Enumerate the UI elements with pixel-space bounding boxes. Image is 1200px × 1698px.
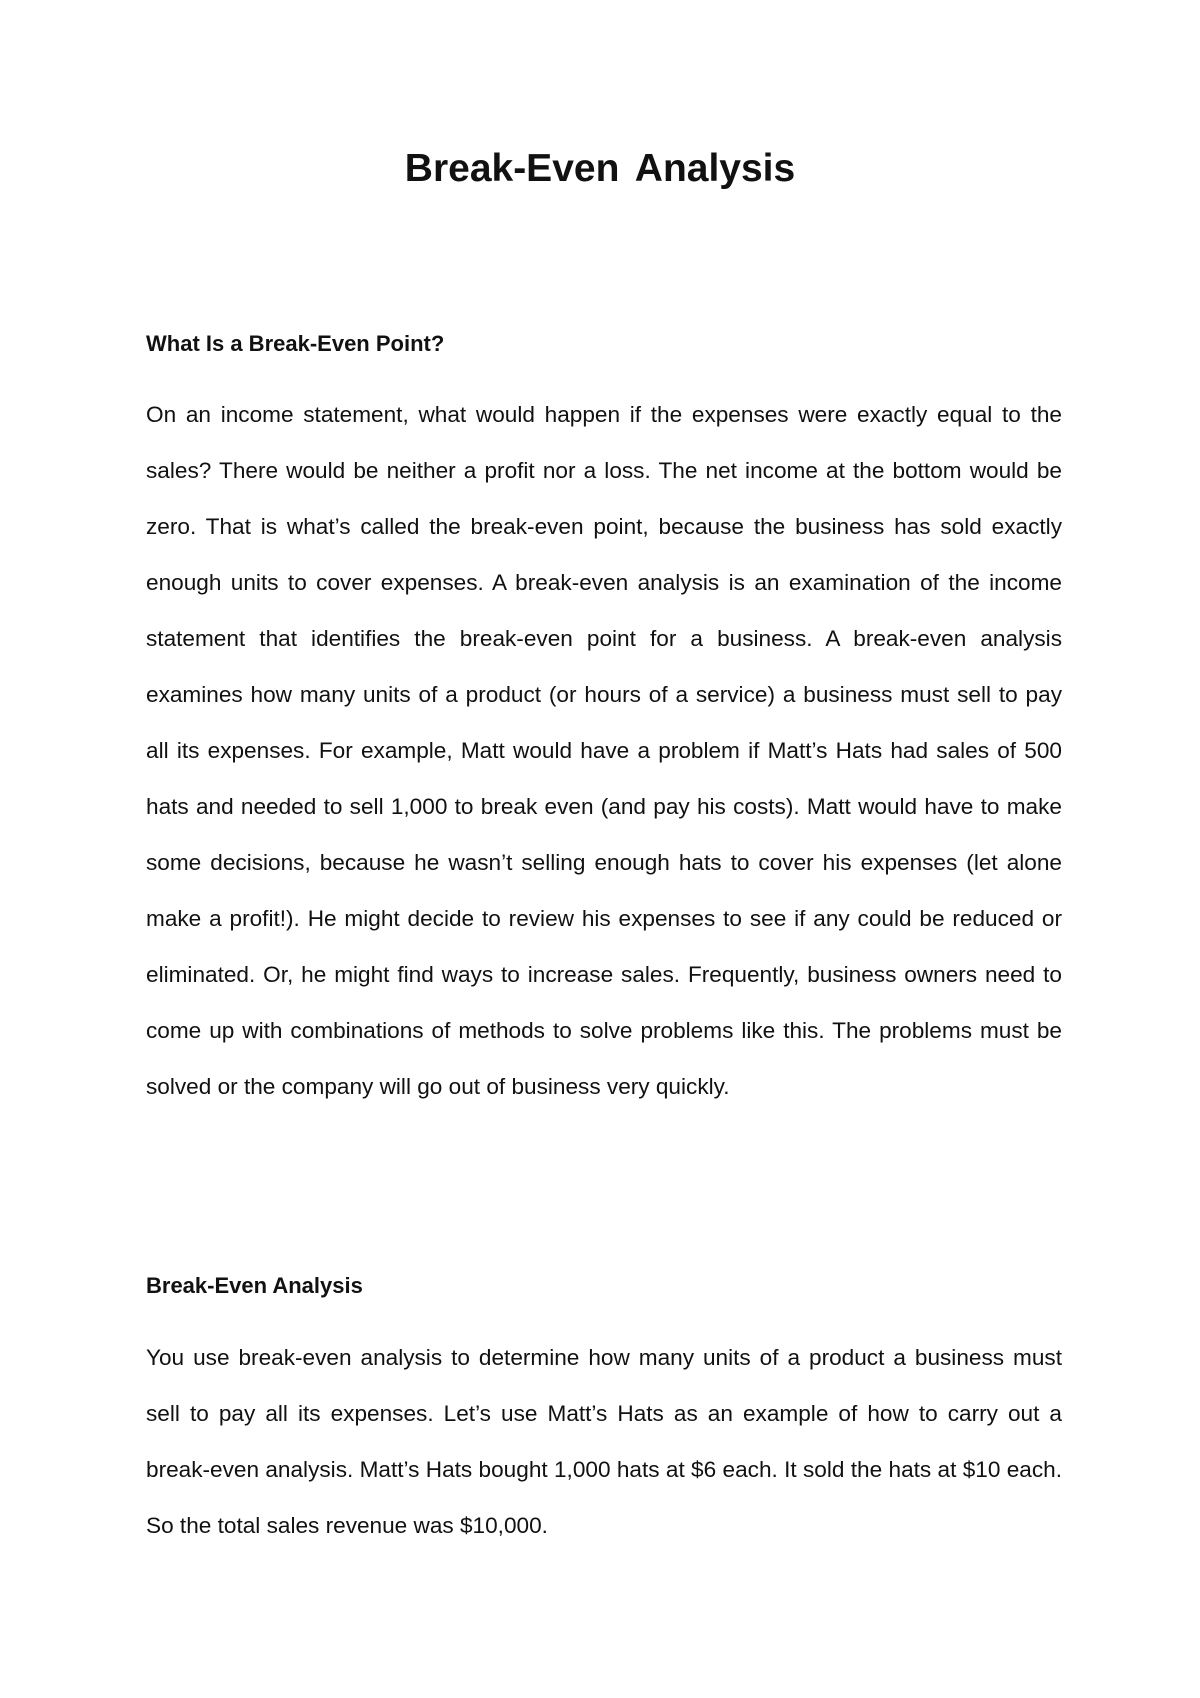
paragraph-break-even-analysis: You use break-even analysis to determine how many units of a product a business must sell to pay all its expenses. Let’s use Matt’s Hats as an example of how to carry out a break-even analysis. Matt’s Hats bought 1,000 hats at $6 each. It sold the hats at $10 each. So the total sales revenue was $10,000. (146, 1345, 1062, 1538)
paragraph-break-even-point: On an income statement, what would happen if the expenses were exactly equal to the sales? There would be neither a profit nor a loss. The net income at the bottom would be zero. That is what’s called the break-even point, because the business has sold exactly enough units to cover expenses. A break-even analysis is an examination of the income statement that identifies the break-even point for a business. A break-even analysis examines how many units of a product (or hours of a service) a business must sell to pay all its expenses. For example, Matt would have a problem if Matt’s Hats had sales of 500 hats and needed to sell 1,000 to break even (and pay his costs). Matt would have to make some decisions, because he wasn’t selling enough hats to cover his expenses (let alone make a profit!). He might decide to review his expenses to see if any could be reduced or eliminated. Or, he might find ways to increase sales. Frequently, business owners need to come up with combinations of methods to solve problems like this. The problems must be solved or the company will go out of business very quickly. (146, 402, 1062, 1099)
section-heading-break-even-point: What Is a Break-Even Point? (146, 331, 445, 356)
section-heading-break-even-analysis: Break-Even Analysis (146, 1273, 363, 1298)
document-title: Break-Even Analysis (404, 147, 796, 190)
